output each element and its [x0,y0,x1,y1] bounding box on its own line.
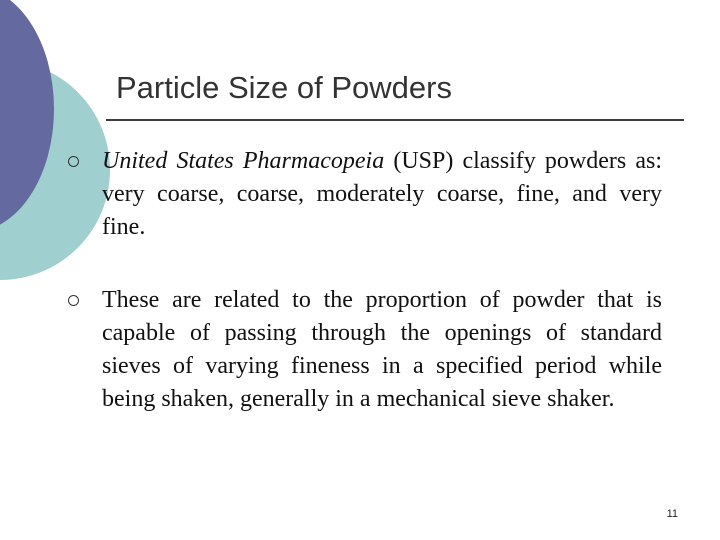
title-underline-divider [106,119,684,121]
bullet-text: These are related to the proportion of powder that is capable of passing through the openings of standard sieves of varying fineness in a specified period while being shaken, generally in a mechanical sieve shaker. [102,287,662,412]
bullet-list [68,145,662,456]
hollow-circle-bullet-icon [68,295,79,306]
page-number: 11 [666,508,678,520]
slide-title: Particle Size of Powders [116,70,452,105]
bullet-text: (USP) classify powders as: very coarse, coarse, moderately coarse, fine, and very fine. [102,148,662,240]
bullet-italic-lead: United States Pharmacopeia [102,148,385,174]
bullet-item-usp-classification [68,145,662,244]
bullet-item-sieve-proportion [68,284,662,416]
hollow-circle-bullet-icon [68,156,79,167]
